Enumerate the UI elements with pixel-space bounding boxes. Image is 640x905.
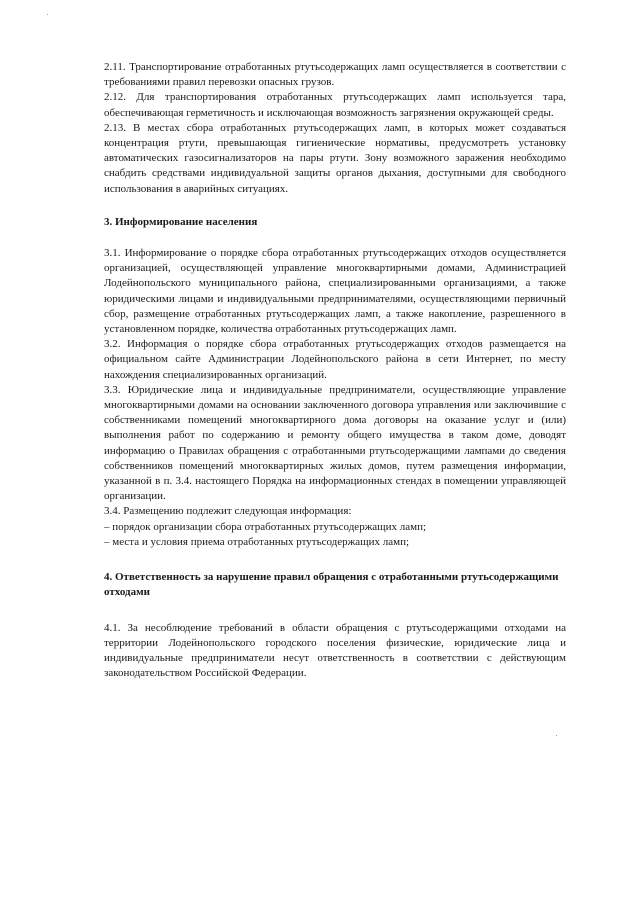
section-3-heading: 3. Информирование населения [104, 215, 258, 228]
paragraph-2-12: 2.12. Для транспортирования отработанных ртутьсодержащих ламп используется тара, обеспечивающая герметичность и исключающая возможность загрязнения окружающей среды. [104, 91, 566, 119]
paragraph-2-13: 2.13. В местах сбора отработанных ртутьсодержащих ламп, в которых может создаваться концентрация ртути, превышающая гигиенические нормативы, предусмотреть установку автоматических газосигнализаторов на пары ртути. Зону возможного заражения необходимо снабдить средствами индивидуальной защиты органов дыхания, доступными для свободного использования в аварийных ситуациях. [104, 121, 566, 195]
scan-speck [47, 14, 48, 15]
list-item: – места и условия приема отработанных ртутьсодержащих ламп; [104, 535, 410, 548]
paragraph-3-3: 3.3. Юридические лица и индивидуальные предприниматели, осуществляющие управление многоквартирными домами на основании заключенного договора управления или заключившие с собственниками помещений многоквартирного дома договоры на оказание услуг и (или) выполнения работ по содержанию и ремонту общего имущества в таком доме, доводят информацию о Правилах обращения с отработанными ртутьсодержащими лампами до сведения собственников помещений многоквартирных жилых домов, путем размещения информации, указанной в п. 3.4. настоящего Порядка на информационных стендах в помещении управляющей организации. [104, 383, 566, 503]
paragraph-2-11: 2.11. Транспортирование отработанных ртутьсодержащих ламп осуществляется в соответствии с требованиями правил перевозки опасных грузов. [104, 61, 566, 89]
paragraph-3-2: 3.2. Информация о порядке сбора отработанных ртутьсодержащих отходов размещается на официальном сайте Администрации Лодейнопольского района в сети Интернет, по месту нахождения специализированных организаций. [104, 338, 566, 381]
document-body [104, 60, 566, 681]
spacer [104, 197, 566, 215]
paragraph-3-4: 3.4. Размещению подлежит следующая информация: [104, 505, 352, 518]
scan-speck [556, 735, 557, 736]
section-4-heading: 4. Ответственность за нарушение правил обращения с отработанными ртутьсодержащими отходами [104, 571, 559, 599]
spacer [104, 230, 566, 246]
paragraph-4-1: 4.1. За несоблюдение требований в области обращения с ртутьсодержащими отходами на территории Лодейнопольского городского поселения физические, юридические лица и индивидуальные предприниматели несут ответственность в соответствии с действующим законодательством Российской Федерации. [104, 621, 566, 680]
paragraph-3-1: 3.1. Информирование о порядке сбора отработанных ртутьсодержащих отходов осуществляется организацией, осуществляющей управление многоквартирными домами, Администрацией Лодейнопольского муниципального района, специализированными организациями, а также юридическими лицами и индивидуальными предпринимателями, осуществляющими первичный сбор, размещение отработанных ртутьсодержащих ламп, а также накопление, разрешенного в установленном порядке, количества отработанных ртутьсодержащих ламп. [104, 247, 566, 336]
list-item: – порядок организации сбора отработанных ртутьсодержащих ламп; [104, 520, 427, 533]
spacer [104, 550, 566, 570]
spacer [104, 601, 566, 621]
